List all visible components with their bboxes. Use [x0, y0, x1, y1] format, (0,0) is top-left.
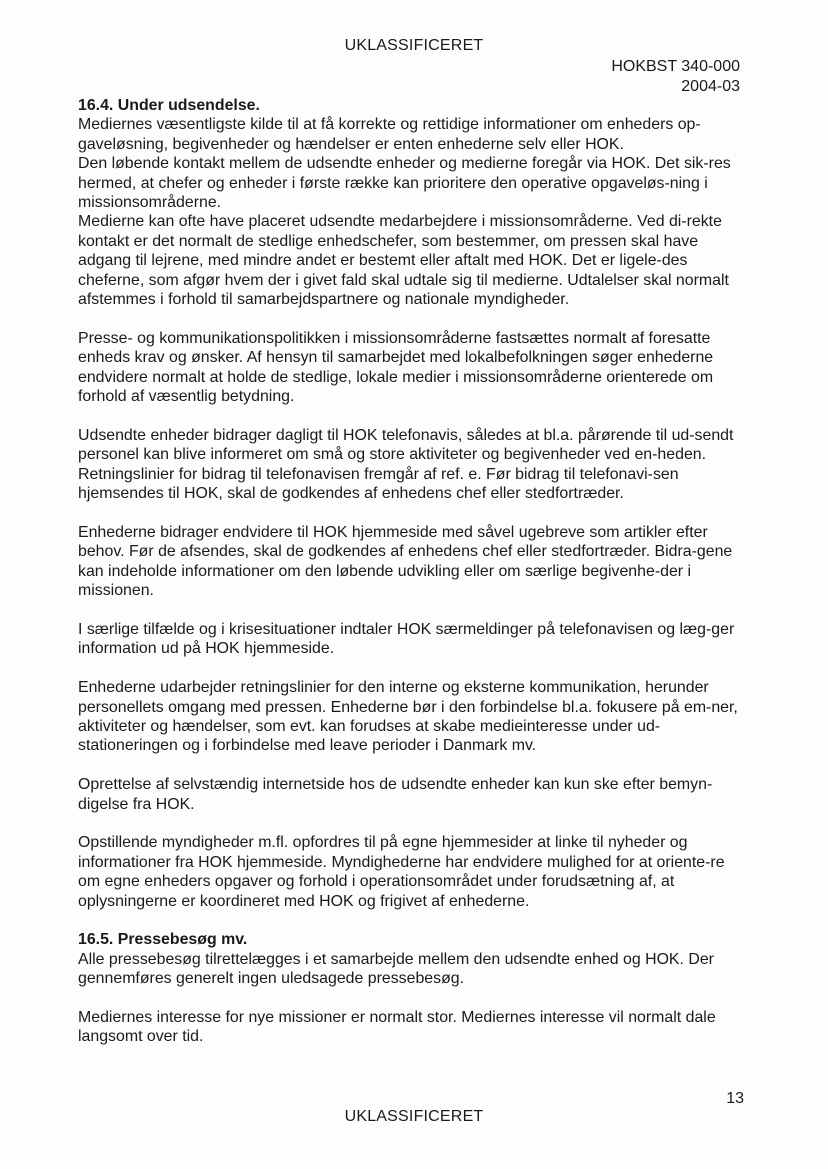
classification-footer: UKLASSIFICERET	[344, 1108, 484, 1125]
paragraph: Mediernes interesse for nye missioner er normalt stor. Mediernes interesse vil normalt dale langsomt over tid.	[78, 1008, 716, 1046]
paragraph: Presse- og kommunikationspolitikken i missionsområderne fastsættes normalt af foresatte enheds krav og ønsker. Af hensyn til samarbejdet med lokalbefolkningen søger enhederne endvidere normalt at holde de stedlige, lokale medier i missionsområderne orienterede om forhold af væsentlig betydning.	[78, 329, 714, 406]
paragraph: I særlige tilfælde og i krisesituationer indtaler HOK særmeldinger på telefonavisen og læg-ger information ud på HOK hjemmeside.	[78, 620, 735, 658]
paragraph: Alle pressebesøg tilrettelægges i et samarbejde mellem den udsendte enhed og HOK. Der gennemføres generelt ingen uledsagede pressebesøg.	[78, 950, 714, 988]
document-id: HOKBST 340-000	[611, 58, 740, 75]
paragraph: Enhederne bidrager endvidere til HOK hjemmeside med såvel ugebreve som artikler efter behov. Før de afsendes, skal de godkendes af enhedens chef eller stedfortræder. Bidra-gene kan indeholde informationer om den løbende udvikling eller om særlige begivenhe-der i missionen.	[78, 523, 733, 600]
paragraph: Den løbende kontakt mellem de udsendte enheder og medierne foregår via HOK. Det sik-res hermed, at chefer og enheder i første række kan prioritere den operative opgaveløs-ning i missionsområderne.	[78, 155, 731, 212]
paragraph: Mediernes væsentligste kilde til at få korrekte og rettidige informationer om enheders op-gaveløsning, begivenheder og hændelser er enten enhederne selv eller HOK.	[78, 116, 701, 153]
section-heading-16-4: 16.4. Under udsendelse.	[78, 97, 260, 114]
paragraph: Oprettelse af selvstændig internetside hos de udsendte enheder kan kun ske efter bemyn-digelse fra HOK.	[78, 776, 713, 813]
paragraph: Medierne kan ofte have placeret udsendte medarbejdere i missionsområderne. Ved di-rekte kontakt er det normalt de stedlige enhedschefer, som bestemmer, om pressen skal have adgang til lejrene, med mindre andet er bestemt eller aftalt med HOK. Det er ligele-des cheferne, som afgør hvem der i givet fald skal udtale sig til medierne. Udtalelser skal normalt afstemmes i forhold til samarbejdspartnere og nationale myndigheder.	[78, 213, 729, 309]
page-number: 13	[726, 1090, 744, 1107]
classification-header: UKLASSIFICERET	[344, 37, 484, 54]
paragraph: Opstillende myndigheder m.fl. opfordres til på egne hjemmesider at linke til nyheder og informationer fra HOK hjemmeside. Myndighederne har endvidere mulighed for at oriente-re om egne enheders opgaver og forhold i operationsområdet under forudsætning af, at oplysningerne er koordineret med HOK og frigivet af enhederne.	[78, 834, 725, 910]
paragraph: Udsendte enheder bidrager dagligt til HOK telefonavis, således at bl.a. pårørende til ud-sendt personel kan blive informeret om små og store aktiviteter og begivenheder ved en-heden. Retningslinier for bidrag til telefonavisen fremgår af ref. e. Før bidrag til telefonavi-sen hjemsendes til HOK, skal de godkendes af enhedens chef eller stedfortræder.	[78, 426, 734, 503]
document-date: 2004-03	[681, 78, 740, 95]
document-body	[78, 96, 748, 1047]
paragraph: Enhederne udarbejder retningslinier for den interne og eksterne kommunikation, herunder personellets omgang med pressen. Enhederne bør i den forbindelse bl.a. fokusere på em-ner, aktiviteter og hændelser, som evt. kan forudses at skabe medieinteresse under ud-stationeringen og i forbindelse med leave perioder i Danmark mv.	[78, 679, 738, 755]
section-heading-16-5: 16.5. Pressebesøg mv.	[78, 931, 248, 949]
